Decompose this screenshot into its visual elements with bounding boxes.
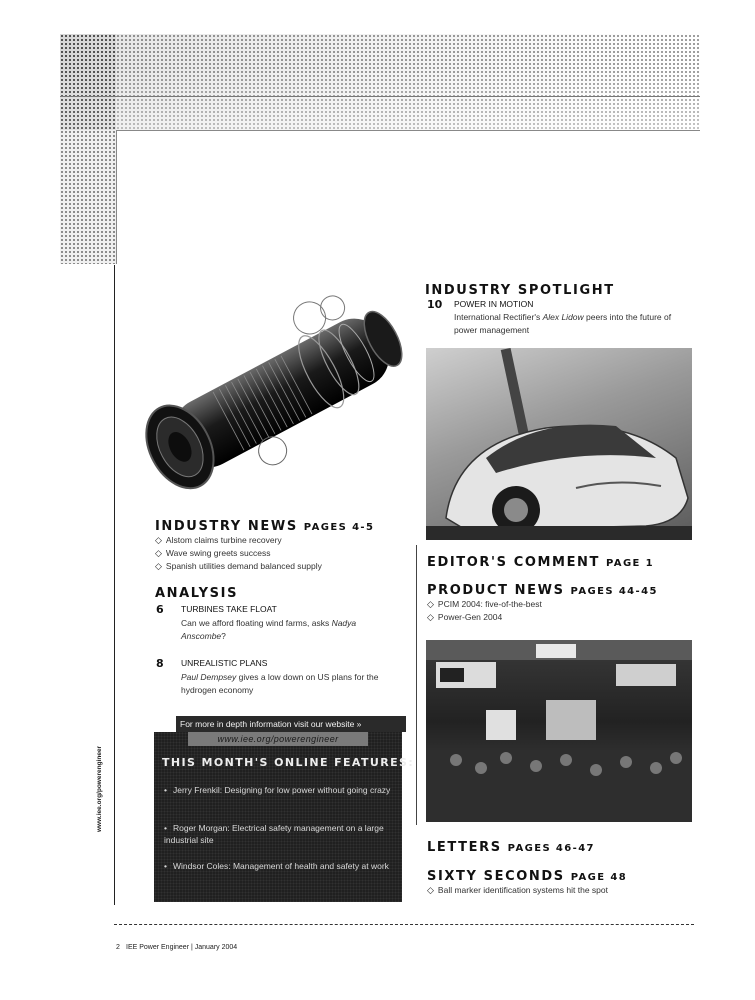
industry-spotlight-heading: INDUSTRY SPOTLIGHT [425, 283, 615, 298]
sixty-seconds-item[interactable]: ◇ Ball marker identification systems hit the spot [427, 885, 608, 895]
halftone-corner-left [60, 34, 116, 264]
product-news-pages: PAGES 44-45 [570, 586, 658, 597]
analysis-item-title[interactable]: TURBINES TAKE FLOAT [181, 604, 277, 614]
sixty-seconds-heading: SIXTY SECONDS PAGE 48 [427, 869, 628, 884]
analysis-heading: ANALYSIS [155, 586, 239, 601]
letters-pages: PAGES 46-47 [507, 843, 595, 854]
product-news-heading: PRODUCT NEWS PAGES 44-45 [427, 583, 658, 598]
spotlight-item-desc: International Rectifier's Alex Lidow peers into the future of power management [454, 312, 672, 335]
industry-news-item[interactable]: ◇ Alstom claims turbine recovery [155, 535, 282, 545]
footer-publication: IEE Power Engineer | January 2004 [126, 944, 238, 951]
online-features-heading: THIS MONTH'S ONLINE FEATURES: [162, 756, 415, 769]
sixty-seconds-pages: PAGE 48 [570, 872, 628, 883]
bullet-dot-icon: • [164, 785, 167, 795]
hybrid-car-photo [426, 348, 692, 540]
diamond-bullet-icon: ◇ [155, 548, 162, 558]
spine-website-url: www.iee.org/powerengineer [96, 745, 103, 832]
editors-comment-heading: EDITOR'S COMMENT PAGE 1 [427, 555, 655, 570]
website-banner[interactable]: For more in depth information visit our website » [176, 716, 406, 732]
halftone-corner-top [60, 34, 700, 130]
online-feature-item[interactable]: • Windsor Coles: Management of health and safety at work [164, 861, 389, 871]
website-url-link[interactable]: www.iee.org/powerengineer [188, 732, 368, 746]
online-feature-item[interactable]: • Roger Morgan: Electrical safety management on a large industrial site [164, 823, 384, 845]
diamond-bullet-icon: ◇ [155, 535, 162, 545]
product-news-item[interactable]: ◇ PCIM 2004: five-of-the-best [427, 599, 542, 609]
bottom-rule [114, 924, 694, 925]
industry-news-item[interactable]: ◇ Spanish utilities demand balanced supply [155, 561, 322, 571]
diamond-bullet-icon: ◇ [427, 599, 434, 609]
letters-heading: LETTERS PAGES 46-47 [427, 840, 595, 855]
frame-line-horizontal [116, 130, 700, 131]
online-features-box [154, 732, 415, 902]
analysis-item-number: 6 [156, 603, 164, 616]
analysis-item-title[interactable]: UNREALISTIC PLANS [181, 658, 268, 668]
analysis-item-desc: Paul Dempsey gives a low down on US plans for the hydrogen economy [181, 672, 379, 695]
diamond-bullet-icon: ◇ [155, 561, 162, 571]
bullet-dot-icon: • [164, 861, 167, 871]
car-illustration [426, 348, 692, 540]
exhibition-hall-photo [426, 640, 692, 822]
industry-news-item[interactable]: ◇ Wave swing greets success [155, 548, 271, 558]
editors-comment-pages: PAGE 1 [606, 558, 655, 569]
analysis-item-desc: Can we afford floating wind farms, asks Nadya Anscombe? [181, 618, 357, 641]
top-rule [60, 96, 700, 97]
footer-page-number: 2 [116, 944, 120, 951]
spotlight-item-number: 10 [427, 298, 443, 311]
gas-turbine-illustration [128, 282, 428, 512]
spotlight-item-title[interactable]: POWER IN MOTION [454, 299, 534, 309]
exhibition-illustration [426, 640, 692, 822]
analysis-item-number: 8 [156, 657, 164, 670]
online-feature-item[interactable]: • Jerry Frenkil: Designing for low power without going crazy [164, 785, 391, 795]
industry-news-heading: INDUSTRY NEWS PAGES 4-5 [155, 519, 375, 534]
product-news-item[interactable]: ◇ Power-Gen 2004 [427, 612, 503, 622]
bullet-dot-icon: • [164, 823, 167, 833]
diamond-bullet-icon: ◇ [427, 885, 434, 895]
column-divider [416, 545, 417, 825]
left-margin-rule [114, 265, 115, 905]
diamond-bullet-icon: ◇ [427, 612, 434, 622]
frame-line-vertical [116, 130, 117, 264]
industry-news-pages: PAGES 4-5 [303, 522, 375, 533]
